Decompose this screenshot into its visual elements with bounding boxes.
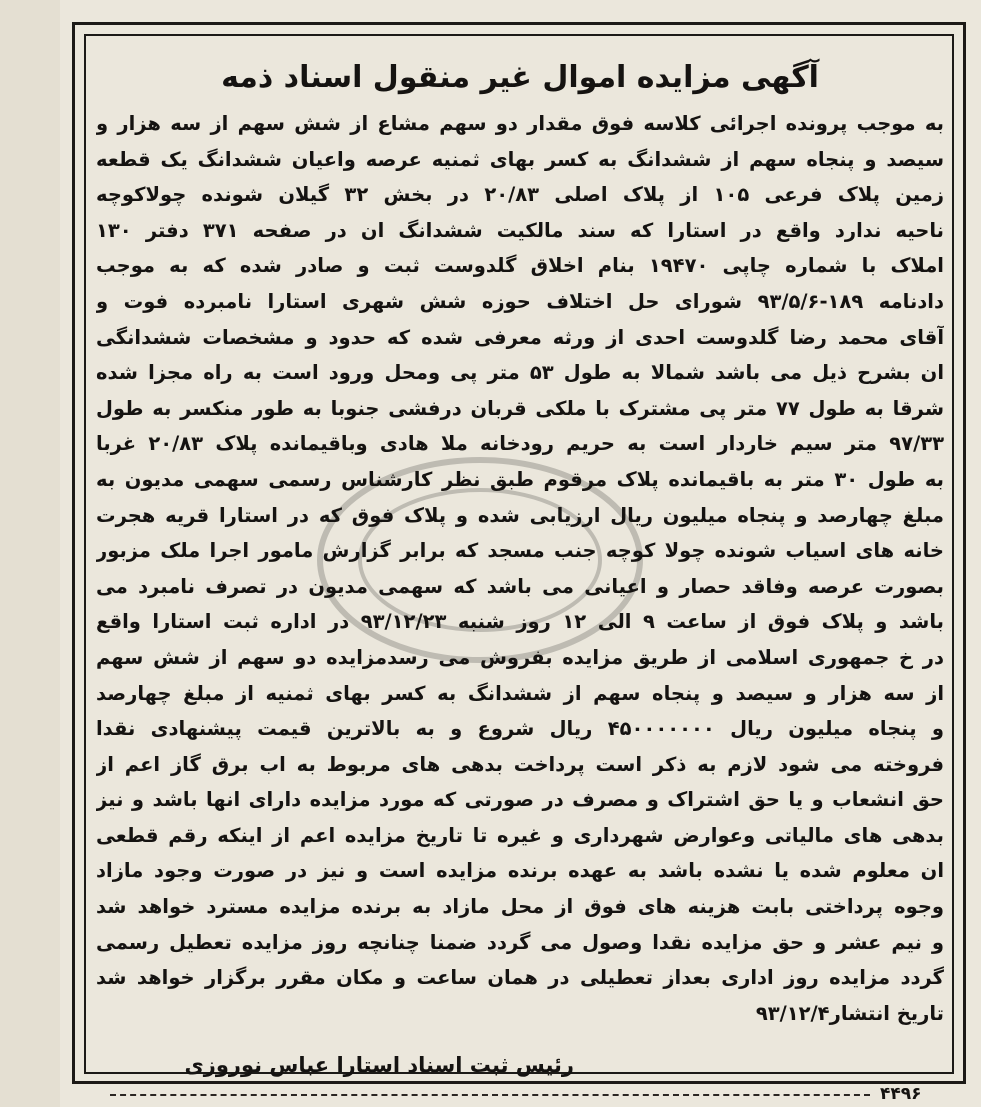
notice-line: بصورت عرصه وفاقد حصار و اعیانی می باشد که سهمی مدیون در تصرف نامبرد می — [96, 574, 944, 598]
notice-line: شرقا به طول ۷۷ متر پی مشترک با ملکی قربان درفشی جنوبا به طور منکسر به طول — [96, 396, 944, 420]
notice-line: دادنامه ۱۸۹-۹۳/۵/۶ شورای حل اختلاف حوزه شش شهری استارا نامبرده فوت و — [96, 289, 944, 313]
notice-line: خانه های اسیاب شونده چولا کوچه جنب مسجد که برابر گزارش مامور اجرا ملک مزبور — [96, 539, 944, 563]
notice-signature: رئیس ثبت اسناد استارا عباس نوروزی — [184, 1053, 574, 1078]
notice-line: گردد مزایده روز اداری بعداز تعطیلی در همان ساعت و مکان مقرر برگزار خواهد شد — [96, 966, 944, 990]
notice-line: از سه هزار و سیصد و پنجاه سهم از ششدانگ به کسر بهای ثمنیه از مبلغ چهارصد — [96, 681, 944, 705]
notice-line: سیصد و پنجاه سهم از ششدانگ به کسر بهای ثمنیه عرصه واعیان ششدانگ یک قطعه — [96, 147, 944, 171]
notice-line: مبلغ چهارصد و پنجاه میلیون ریال ارزیابی شده و پلاک فوق که در استارا قریه هجرت — [96, 503, 944, 527]
page-margin — [0, 0, 60, 1107]
notice-line: و پنجاه میلیون ریال ۴۵۰۰۰۰۰۰۰ ریال شروع و به بالاترین قیمت پیشنهادی نقدا — [96, 717, 944, 741]
notice-line: به طول ۳۰ متر به باقیمانده پلاک مرقوم طبق نظر کارشناس رسمی سهمی مدیون به — [96, 467, 944, 491]
notice-content — [96, 56, 944, 1077]
notice-line: تاریخ انتشار۹۳/۱۲/۴ — [755, 1001, 944, 1025]
notice-line: ۹۷/۳۳ متر سیم خاردار است به حریم رودخانه ملا هادی وباقیمانده پلاک ۲۰/۸۳ غربا — [96, 432, 944, 456]
notice-line: به موجب پرونده اجرائی کلاسه فوق مقدار دو سهم مشاع از شش سهم از سه هزار و — [96, 112, 944, 135]
notice-line: ان معلوم شده یا نشده باشد به عهده برنده مزایده است و نیز در صورت وجود مازاد — [96, 859, 944, 883]
notice-line: در خ جمهوری اسلامی از طریق مزایده بفروش می رسدمزایده دو سهم از شش سهم — [96, 645, 944, 669]
footer-divider — [110, 1094, 870, 1096]
notice-title: آگهی مزایده اموال غیر منقول اسناد ذمه — [221, 60, 819, 95]
notice-line: آقای محمد رضا گلدوست احدی از ورثه معرفی شده که حدود و مشخصات ششدانگی — [96, 325, 944, 349]
notice-body — [96, 106, 944, 1031]
notice-line: و نیم عشر و حق مزایده نقدا وصول می گردد ضمنا چنانچه روز مزایده تعطیل رسمی — [96, 930, 944, 954]
footer-number: ۴۴۹۶ — [880, 1084, 922, 1104]
notice-line: ناحیه ندارد واقع در استارا که سند مالکیت ششدانگ ان در صفحه ۳۷۱ دفتر ۱۳۰ — [96, 218, 944, 242]
notice-line: زمین پلاک فرعی ۱۰۵ از پلاک اصلی ۲۰/۸۳ در بخش ۳۲ گیلان شونده چولاکوچه — [96, 183, 944, 207]
notice-line: ان بشرح ذیل می باشد شمالا به طول ۵۳ متر پی ومحل ورود است به راه مجزا شده — [96, 361, 944, 385]
notice-line: فروخته می شود لازم به ذکر است پرداخت بدهی های مربوط به اب برق گاز اعم از — [96, 752, 944, 776]
notice-line: وجوه پرداختی بابت هزینه های فوق از محل مازاد به برنده مزایده مسترد خواهد شد — [96, 895, 944, 919]
notice-line: حق انشعاب و یا حق اشتراک و مصرف در صورتی که مورد مزایده دارای انها باشد و نیز — [96, 788, 944, 812]
notice-line: بدهی های مالیاتی وعوارض شهرداری و غیره تا تاریخ مزایده اعم از اینکه رقم قطعی — [96, 823, 944, 847]
notice-line: باشد و پلاک فوق از ساعت ۹ الی ۱۲ روز شنبه ۹۳/۱۲/۲۳ در اداره ثبت استارا واقع — [96, 610, 944, 634]
notice-line: املاک با شماره چاپی ۱۹۴۷۰ بنام اخلاق گلدوست ثبت و صادر شده که به موجب — [96, 254, 944, 278]
